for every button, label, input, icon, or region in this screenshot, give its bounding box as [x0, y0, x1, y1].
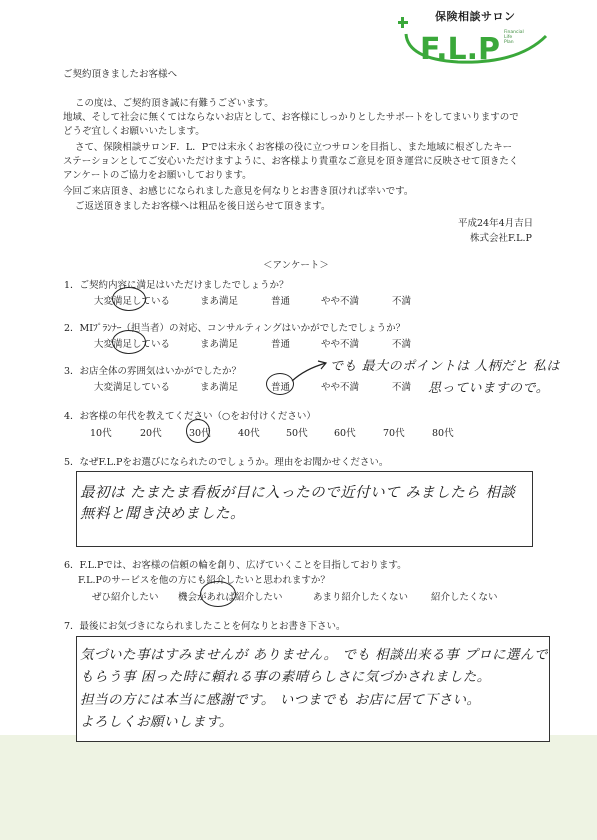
- q1-option[interactable]: やや不満: [321, 296, 360, 307]
- q4-option[interactable]: 80代: [432, 428, 454, 439]
- q1-option[interactable]: 不満: [392, 296, 412, 307]
- q3-label: 3．お店全体の雰囲気はいかがでしたか？: [64, 366, 242, 377]
- q7-label: 7．最後にお気づきになられましたことを何なりとお書き下さい。: [64, 621, 346, 632]
- q6-label-sub: F.L.Pのサービスを他の方にも紹介したいと思われますか？: [78, 575, 330, 586]
- q3-handwritten-comment: 思っていますので。: [428, 381, 550, 396]
- q4-option[interactable]: 50代: [286, 428, 308, 439]
- q2-option[interactable]: 普通: [271, 339, 291, 350]
- letter-paragraph: アンケートのご協力をお願いしております。: [63, 170, 252, 181]
- q4-option[interactable]: 30代: [189, 428, 211, 439]
- q2-option[interactable]: 大変満足している: [94, 339, 171, 350]
- q4-option[interactable]: 20代: [140, 428, 162, 439]
- q5-handwritten-answer: 無料と聞き決めました。: [80, 506, 245, 522]
- q2-option[interactable]: まあ満足: [200, 339, 239, 350]
- greeting: ご契約頂きましたお客様へ: [63, 69, 178, 80]
- logo-brand-jp: 保険相談サロン: [435, 10, 516, 23]
- q6-option[interactable]: ぜひ紹介したい: [92, 592, 159, 603]
- q3-option[interactable]: やや不満: [321, 382, 360, 393]
- letter-paragraph: ご返送頂きましたお客様へは粗品を後日送らせて頂きます。: [75, 201, 331, 212]
- q3-handwritten-comment: でも 最大のポイントは 人柄だと 私は: [330, 359, 560, 374]
- q1-label: 1．ご契約内容に満足はいただけましたでしょうか？: [64, 280, 289, 291]
- q1-option[interactable]: 普通: [271, 296, 291, 307]
- survey-title: ＜アンケート＞: [263, 260, 329, 271]
- q3-option[interactable]: まあ満足: [200, 382, 239, 393]
- q6-option[interactable]: 紹介したくない: [431, 592, 498, 603]
- q4-option[interactable]: 10代: [90, 428, 112, 439]
- logo-tagline-line: Financial: [504, 30, 524, 35]
- q3-arrow-icon: [290, 355, 330, 385]
- q6-label: 6．F.L.Pでは、お客様の信頼の輪を創り、広げていくことを目指しております。: [64, 560, 407, 571]
- logo-tagline: [504, 30, 524, 45]
- q3-option[interactable]: 大変満足している: [94, 382, 171, 393]
- q6-option[interactable]: あまり紹介したくない: [313, 592, 409, 603]
- q4-option[interactable]: 70代: [383, 428, 405, 439]
- flp-logo: [398, 8, 558, 68]
- letter-paragraph: 今回ご来店頂き、お感じになられました意見を何なりとお書き頂ければ幸いです。: [63, 186, 414, 197]
- q4-selected-circle: [186, 419, 210, 443]
- letter-paragraph: ステーションとしてご安心いただけますように、お客様より貴重なご意見を頂き運営に反映させて頂きたく: [63, 156, 519, 167]
- q7-handwritten-answer: 担当の方には本当に感謝です。 いつまでも お店に居て下さい。: [80, 692, 481, 708]
- letter-date: 平成24年4月吉日: [458, 218, 534, 229]
- q1-option[interactable]: まあ満足: [200, 296, 239, 307]
- q3-option[interactable]: 普通: [271, 382, 291, 393]
- q7-handwritten-answer: 気づいた事はすみませんが ありません。 でも 相談出来る事 プロに選んで: [80, 647, 548, 663]
- q7-handwritten-answer: もらう事 困った時に頼れる事の素晴らしさに気づかされました。: [80, 669, 491, 685]
- q5-handwritten-answer: 最初は たまたま看板が目に入ったので近付いて みましたら 相談: [80, 485, 516, 501]
- q5-label: 5．なぜF.L.Pをお選びになられたのでしょうか。理由をお聞かせください。: [64, 457, 389, 468]
- logo-tagline-line: Life: [504, 35, 513, 40]
- q7-handwritten-answer: よろしくお願いします。: [80, 714, 233, 730]
- q1-selected-circle: [112, 287, 146, 311]
- q2-label: 2．MIﾌﾟﾗﾝﾅｰ（担当者）の対応、コンサルティングはいかがでしたでしょうか？: [64, 323, 406, 334]
- letter-paragraph: この度は、ご契約頂き誠に有難うございます。: [75, 98, 274, 109]
- q3-option[interactable]: 不満: [392, 382, 412, 393]
- letter-paragraph: 地域、そして社会に無くてはならないお店として、お客様にしっかりとしたサポートをしてまいりますので: [63, 112, 519, 123]
- letter-company: 株式会社F.L.P: [470, 233, 532, 244]
- q4-option[interactable]: 40代: [238, 428, 260, 439]
- q4-option[interactable]: 60代: [334, 428, 356, 439]
- logo-mark: F.L.P: [420, 32, 500, 67]
- q2-option[interactable]: 不満: [392, 339, 412, 350]
- q6-selected-circle: [200, 581, 236, 607]
- q2-selected-circle: [112, 330, 146, 354]
- q4-label: 4．お客様の年代を教えてください（○をお付けください）: [64, 411, 316, 422]
- bottom-band: [0, 735, 597, 840]
- q1-option[interactable]: 大変満足している: [94, 296, 171, 307]
- logo-mark-icon: [398, 14, 558, 72]
- letter-paragraph: さて、保険相談サロンF．L．Pでは末永くお客様の役に立つサロンを目指し、また地域に根ざしたキー: [75, 142, 513, 153]
- q2-option[interactable]: やや不満: [321, 339, 360, 350]
- q6-option[interactable]: 機会があれば紹介したい: [178, 592, 283, 603]
- logo-tagline-line: Plan: [504, 40, 514, 45]
- letter-paragraph: どうぞ宜しくお願いいたします。: [63, 126, 205, 137]
